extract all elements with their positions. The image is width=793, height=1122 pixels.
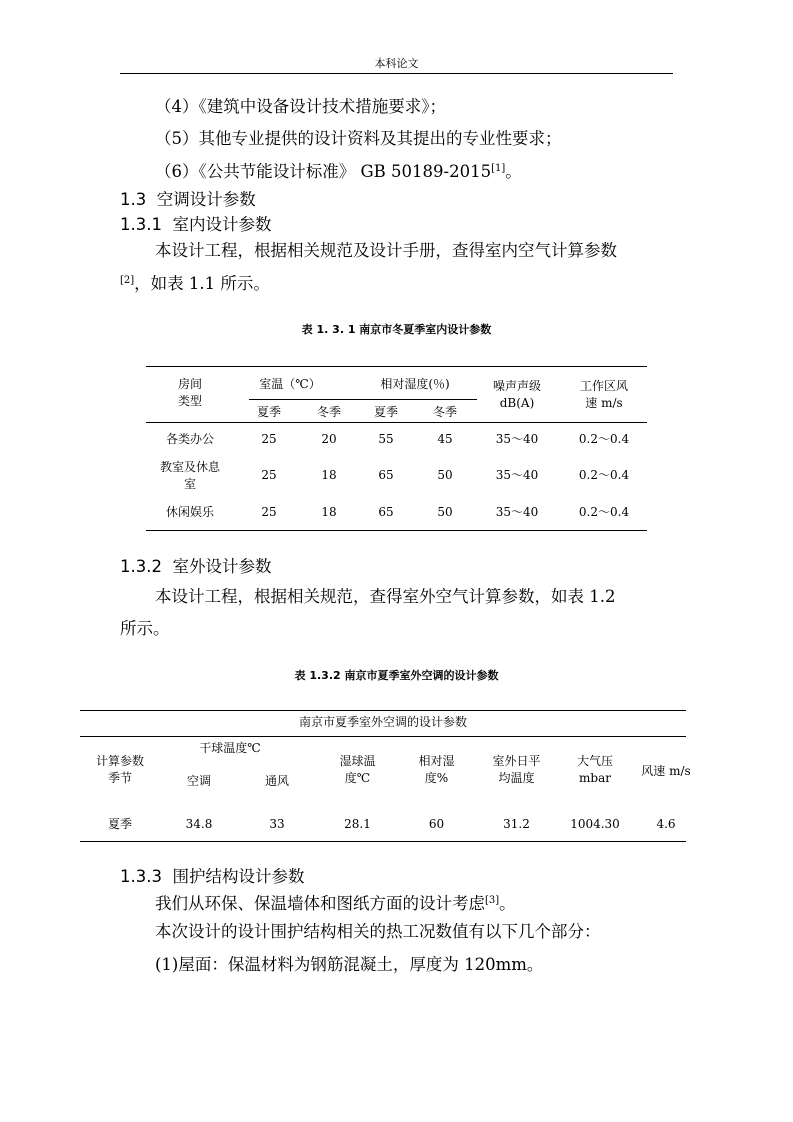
section-title: 室内设计参数 — [172, 215, 272, 234]
paragraph-1-3-3-line-3: (1)屋面：保温材料为钢筋混凝土，厚度为 120mm。 — [155, 955, 544, 974]
subheader-hum-winter: 冬季 — [432, 405, 457, 419]
col-header-wind: 工作区风 速 m/s — [579, 379, 628, 410]
ref-item-6-text: （6）《公共节能设计标准》 GB 50189-2015 — [155, 162, 492, 181]
col-header-temp: 室温（℃） — [259, 377, 321, 391]
col-header-season: 计算参数 季节 — [95, 754, 144, 785]
paragraph-1-3-1-line-2 — [120, 270, 270, 295]
table-1-caption: 表 1. 3. 1 南京市冬夏季室内设计参数 — [301, 323, 492, 336]
col-header-wet-bulb: 湿球温 度℃ — [339, 754, 376, 785]
section-1-3-2-heading — [120, 556, 271, 578]
section-1-3-heading — [120, 189, 256, 211]
citation-3: [3] — [485, 895, 500, 906]
paragraph-1-3-3-line-1 — [155, 890, 516, 915]
table-header-subrule — [249, 399, 477, 400]
section-number: 1.3.3 — [120, 867, 162, 886]
col-header-dry-bulb: 干球温度℃ — [199, 741, 261, 755]
paragraph-end: 。 — [499, 894, 516, 913]
paragraph-text: ，如表 1.1 所示。 — [134, 274, 270, 293]
table-bottom-rule — [80, 841, 686, 842]
subheader-hum-summer: 夏季 — [373, 405, 398, 419]
table-2-title-row: 南京市夏季室外空调的设计参数 — [298, 715, 467, 729]
col-header-rh: 相对湿 度% — [418, 754, 455, 785]
section-title: 室外设计参数 — [172, 557, 272, 576]
section-number: 1.3.1 — [120, 215, 162, 234]
page-header: 本科论文 — [374, 57, 419, 70]
ref-item-5: （5）其他专业提供的设计资料及其提出的专业性要求； — [155, 129, 562, 148]
ref-item-6 — [155, 158, 522, 183]
paragraph-text: 我们从环保、保温墙体和图纸方面的设计考虑 — [155, 894, 485, 913]
col-header-wind-speed: 风速 m/s — [641, 764, 691, 778]
header-rule — [120, 73, 673, 74]
ref-item-4: （4）《建筑中设备设计技术措施要求》； — [155, 97, 446, 116]
subheader-ac: 空调 — [186, 774, 211, 788]
table-title-rule — [80, 736, 686, 737]
col-header-humidity: 相对湿度(％) — [380, 377, 450, 391]
citation-1: [1] — [491, 163, 506, 174]
table-header-rule — [146, 422, 647, 423]
section-title: 空调设计参数 — [156, 190, 256, 209]
paragraph-1-3-3-line-2: 本次设计的设计围护结构相关的热工况数值有以下几个部分： — [155, 922, 601, 941]
section-number: 1.3.2 — [120, 557, 162, 576]
col-header-pressure: 大气压 mbar — [576, 754, 613, 785]
col-header-room: 房间 类型 — [177, 377, 202, 408]
subheader-temp-winter: 冬季 — [316, 405, 341, 419]
citation-2: [2] — [120, 275, 135, 286]
paragraph-1-3-2-line-2: 所示。 — [120, 619, 170, 638]
table-2-caption: 表 1.3.2 南京市夏季室外空调的设计参数 — [294, 669, 499, 682]
section-title: 围护结构设计参数 — [172, 867, 305, 886]
table-top-rule — [146, 366, 647, 367]
col-header-noise: 噪声声级 dB(A) — [492, 379, 541, 410]
ref-item-6-end: 。 — [505, 162, 522, 181]
table-top-rule — [80, 710, 686, 711]
table-bottom-rule — [146, 530, 647, 531]
subheader-temp-summer: 夏季 — [256, 405, 281, 419]
paragraph-1-3-2-line-1: 本设计工程，根据相关规范，查得室外空气计算参数，如表 1.2 — [155, 587, 616, 606]
paragraph-1-3-1-line-1: 本设计工程，根据相关规范及设计手册，查得室内空气计算参数 — [155, 241, 617, 260]
section-1-3-1-heading — [120, 214, 271, 236]
subheader-vent: 通风 — [264, 774, 289, 788]
section-number: 1.3 — [120, 190, 147, 209]
col-header-daily-avg: 室外日平 均温度 — [492, 754, 541, 785]
section-1-3-3-heading — [120, 866, 304, 888]
